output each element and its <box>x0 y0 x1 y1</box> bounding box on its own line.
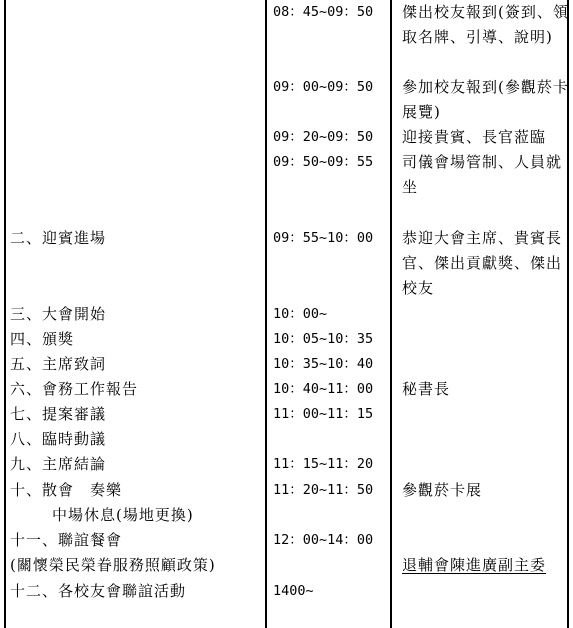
time-cell: 1400~ <box>273 583 314 599</box>
table-border-left <box>4 0 6 628</box>
agenda-item: 九、主席結論 <box>10 455 107 473</box>
agenda-item: 六、會務工作報告 <box>10 380 139 398</box>
time-cell: 09：00~09：50 <box>273 79 374 95</box>
time-cell: 10：35~10：40 <box>273 356 374 372</box>
note-cell: 司儀會場管制、人員就坐 <box>402 153 563 196</box>
time-cell: 12：00~14：00 <box>273 532 374 548</box>
agenda-item: 七、提案審議 <box>10 405 107 423</box>
agenda-item: 二、迎賓進場 <box>10 229 107 247</box>
time-cell: 09：20~09：50 <box>273 129 374 145</box>
agenda-item: 三、大會開始 <box>10 305 107 323</box>
note-cell: 傑出校友報到(簽到、領取名牌、引導、說明) <box>402 3 569 46</box>
note-cell: 恭迎大會主席、貴賓長官、傑出貢獻獎、傑出校友 <box>402 229 563 297</box>
time-cell: 09：55~10：00 <box>273 230 374 246</box>
time-cell: 10：00~ <box>273 306 328 322</box>
agenda-item: 十二、各校友會聯誼活動 <box>10 582 187 600</box>
agenda-item: (關懷榮民榮眷服務照顧政策) <box>10 556 216 574</box>
column-divider-note <box>390 0 392 628</box>
agenda-item: 中場休息(場地更換) <box>36 506 194 524</box>
time-cell: 09：50~09：55 <box>273 154 374 170</box>
note-cell: 參觀菸卡展 <box>402 481 483 499</box>
time-cell: 08：45~09：50 <box>273 4 374 20</box>
agenda-item: 五、主席致詞 <box>10 355 107 373</box>
time-cell: 10：40~11：00 <box>273 381 374 397</box>
time-cell: 11：00~11：15 <box>273 406 374 422</box>
note-cell: 秘書長 <box>402 380 451 398</box>
note-cell: 退輔會陳進廣副主委 <box>402 556 547 574</box>
note-cell: 參加校友報到(參觀菸卡展覽) <box>402 78 569 121</box>
time-cell: 10：05~10：35 <box>273 331 374 347</box>
time-cell: 11：20~11：50 <box>273 482 374 498</box>
agenda-item: 八、臨時動議 <box>10 430 107 448</box>
agenda-item: 十、散會 奏樂 <box>10 481 123 499</box>
column-divider-time <box>265 0 267 628</box>
note-cell: 迎接貴賓、長官蒞臨 <box>402 128 547 146</box>
agenda-item: 四、頒獎 <box>10 330 75 348</box>
time-cell: 11：15~11：20 <box>273 456 374 472</box>
agenda-item: 十一、聯誼餐會 <box>10 531 123 549</box>
